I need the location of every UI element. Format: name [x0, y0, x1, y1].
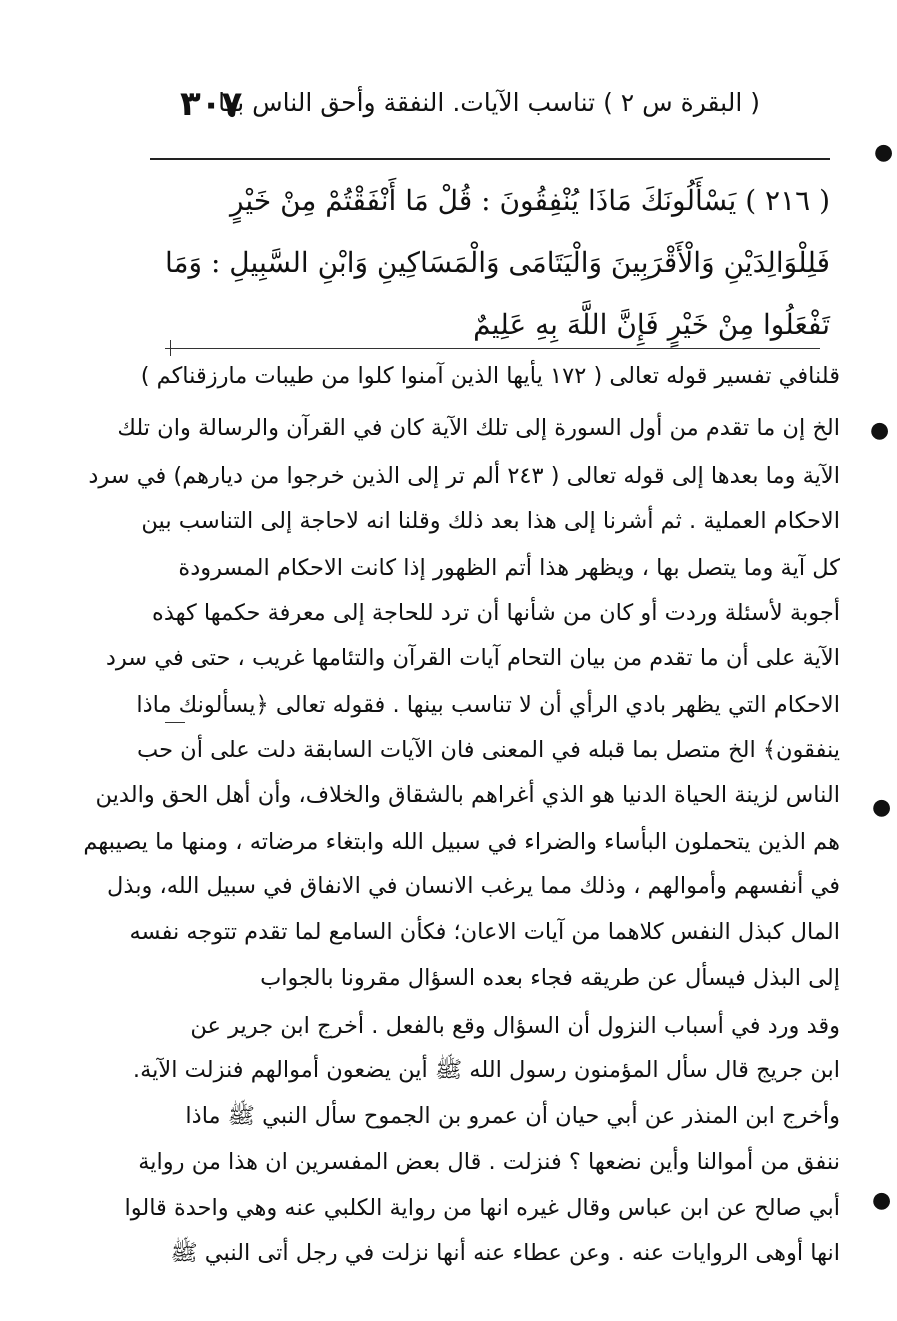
commentary-line: الآية وما بعدها إلى قوله تعالى ( ٢٤٣ ألم تر إلى الذين خرجوا من ديارهم) في سرد — [88, 463, 840, 489]
running-header — [150, 84, 800, 140]
commentary-line: انها أوهى الروايات عنه . وعن عطاء عنه أنها نزلت في رجل أتى النبي ﷺ — [170, 1240, 840, 1266]
verse-line: ( ٢١٦ ) يَسْأَلُونَكَ مَاذَا يُنْفِقُونَ : قُلْ مَا أَنْفَقْتُمْ مِنْ خَيْرٍ — [229, 184, 830, 217]
section-rule — [165, 722, 185, 723]
header-rule — [150, 158, 830, 160]
commentary-line: ابن جريج قال سأل المؤمنون رسول الله ﷺ أين يضعون أموالهم فنزلت الآية. — [132, 1057, 840, 1083]
commentary-line: الاحكام التي يظهر بادي الرأي أن لا تناسب بينها . فقوله تعالى ﴿يسألونك ماذا — [136, 692, 840, 718]
page-number: ٣٠٧ — [180, 84, 243, 124]
commentary-line: قلنافي تفسير قوله تعالى ( ١٧٢ يأيها الذين آمنوا كلوا من طيبات مارزقناكم ) — [140, 363, 840, 389]
commentary-line: أبي صالح عن ابن عباس وقال غيره انها من رواية الكلبي عنه وهي واحدة قالوا — [124, 1195, 840, 1221]
commentary-line: المال كبذل النفس كلاهما من آيات الاعان؛ فكأن السامع لما تقدم تتوجه نفسه — [129, 919, 840, 945]
margin-mark-4: ● — [872, 1188, 892, 1213]
margin-mark-2: ● — [870, 418, 890, 443]
rule-tick — [170, 340, 171, 356]
margin-mark-3: ● — [872, 795, 892, 820]
commentary-line: الناس لزينة الحياة الدنيا هو الذي أغراهم بالشقاق والخلاف، وأن أهل الحق والدين — [95, 782, 840, 808]
commentary-line: أجوبة لأسئلة وردت أو كان من شأنها أن ترد للحاجة إلى معرفة حكمها كهذه — [152, 600, 840, 626]
margin-mark-1: ● — [874, 140, 894, 165]
verse-line: تَفْعَلُوا مِنْ خَيْرٍ فَإِنَّ اللَّهَ بِهِ عَلِيمٌ — [473, 308, 830, 341]
commentary-line: وأخرج ابن المنذر عن أبي حيان أن عمرو بن الجموح سأل النبي ﷺ ماذا — [185, 1103, 840, 1129]
commentary-line: الاحكام العملية . ثم أشرنا إلى هذا بعد ذلك وقلنا انه لاحاجة إلى التناسب بين — [141, 508, 840, 534]
commentary-line: في أنفسهم وأموالهم ، وذلك مما يرغب الانسان في الانفاق في سبيل الله، وبذل — [107, 873, 840, 899]
commentary-line: ننفق من أموالنا وأين نضعها ؟ فنزلت . قال بعض المفسرين ان هذا من رواية — [138, 1149, 840, 1175]
commentary-line: الآية على أن ما تقدم من بيان التحام آيات القرآن والتئامها غريب ، حتى في سرد — [105, 645, 840, 671]
commentary-line: هم الذين يتحملون البأساء والضراء في سبيل الله وابتغاء مرضاته ، ومنها ما يصيبهم — [83, 829, 840, 855]
verse-line: فَلِلْوَالِدَيْنِ وَالْأَقْرَبِينَ وَالْيَتَامَى وَالْمَسَاكِينِ وَابْنِ السَّبِيلِ : وَمَا — [165, 246, 830, 279]
header-title: ( البقرة س ٢ ) تناسب الآيات. النفقة وأحق الناس بها — [218, 88, 760, 117]
commentary-line: إلى البذل فيسأل عن طريقه فجاء بعده السؤال مقرونا بالجواب — [260, 965, 840, 991]
commentary-line: كل آية وما يتصل بها ، ويظهر هذا أتم الظهور إذا كانت الاحكام المسرودة — [178, 555, 840, 581]
quran-verse-block — [150, 170, 830, 356]
commentary-line: ينفقون﴾ الخ متصل بما قبله في المعنى فان الآيات السابقة دلت على أن حب — [137, 737, 840, 763]
verse-rule — [165, 348, 820, 349]
commentary-line: وقد ورد في أسباب النزول أن السؤال وقع بالفعل . أخرج ابن جرير عن — [190, 1013, 840, 1039]
commentary-line: الخ إن ما تقدم من أول السورة إلى تلك الآية كان في القرآن والرسالة وان تلك — [117, 415, 840, 441]
